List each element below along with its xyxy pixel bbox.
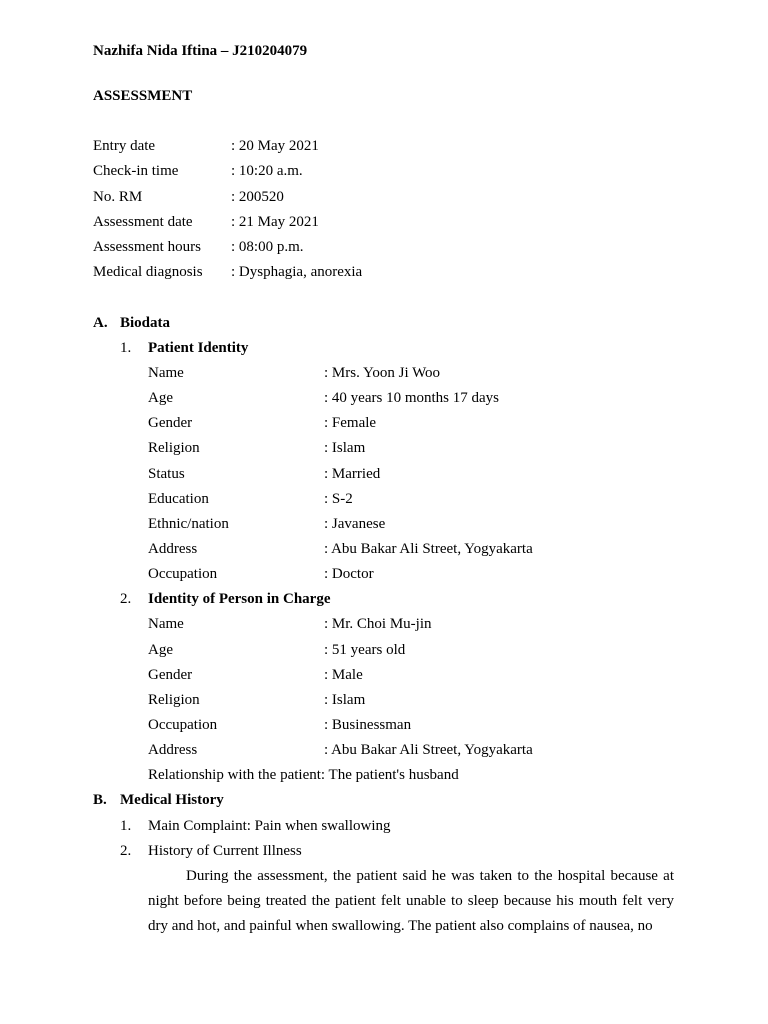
pic-religion-label: Religion — [148, 692, 200, 708]
patient-status-label: Status — [148, 466, 185, 482]
patient-identity-title: Patient Identity — [148, 340, 249, 356]
assessment-date-value: : 21 May 2021 — [231, 214, 319, 230]
current-illness-heading: History of Current Illness — [148, 843, 302, 859]
pic-occupation-label: Occupation — [148, 717, 218, 733]
patient-age-value: : 40 years 10 months 17 days — [324, 390, 499, 406]
pic-occupation-value: : Businessman — [324, 717, 412, 733]
patient-religion-label: Religion — [148, 440, 200, 456]
patient-occupation-value: : Doctor — [324, 566, 374, 582]
pic-gender-value: : Male — [324, 667, 363, 683]
assessment-hours-label: Assessment hours — [93, 239, 201, 255]
document-title: ASSESSMENT — [93, 88, 193, 104]
pic-relationship: Relationship with the patient: The patient's husband — [148, 767, 459, 783]
current-illness-number: 2. — [120, 843, 132, 859]
check-in-time-label: Check-in time — [93, 163, 179, 179]
pic-gender-label: Gender — [148, 667, 193, 683]
patient-name-value: : Mrs. Yoon Ji Woo — [324, 365, 441, 381]
pic-age-label: Age — [148, 642, 173, 658]
author-line: Nazhifa Nida Iftina – J210204079 — [93, 43, 308, 59]
rm-number-value: : 200520 — [231, 189, 284, 205]
check-in-time-value: : 10:20 a.m. — [231, 163, 303, 179]
rm-number-label: No. RM — [93, 189, 143, 205]
patient-status-value: : Married — [324, 466, 381, 482]
medical-diagnosis-label: Medical diagnosis — [93, 264, 203, 280]
pic-name-label: Name — [148, 616, 184, 632]
medical-diagnosis-value: : Dysphagia, anorexia — [231, 264, 363, 280]
entry-date-value: : 20 May 2021 — [231, 138, 319, 154]
section-b-title: Medical History — [120, 792, 224, 808]
patient-gender-value: : Female — [324, 415, 377, 431]
patient-address-value: : Abu Bakar Ali Street, Yogyakarta — [324, 541, 533, 557]
pic-age-value: : 51 years old — [324, 642, 406, 658]
patient-identity-number: 1. — [120, 340, 132, 356]
section-a-letter: A. — [93, 315, 108, 331]
person-in-charge-title: Identity of Person in Charge — [148, 591, 331, 607]
entry-date-label: Entry date — [93, 138, 156, 154]
current-illness-paragraph: During the assessment, the patient said he was taken to the hospital because at night before being treated the patient felt unable to sleep because his mouth felt very dry and hot, and painful when swallowing. The patient also complains of nausea, no — [148, 868, 674, 935]
main-complaint-number: 1. — [120, 818, 132, 834]
patient-religion-value: : Islam — [324, 440, 366, 456]
pic-name-value: : Mr. Choi Mu-jin — [324, 616, 432, 632]
pic-religion-value: : Islam — [324, 692, 366, 708]
person-in-charge-number: 2. — [120, 591, 132, 607]
patient-gender-label: Gender — [148, 415, 193, 431]
assessment-date-label: Assessment date — [93, 214, 193, 230]
patient-address-label: Address — [148, 541, 198, 557]
main-complaint-text: Main Complaint: Pain when swallowing — [148, 818, 391, 834]
patient-name-label: Name — [148, 365, 184, 381]
pic-address-value: : Abu Bakar Ali Street, Yogyakarta — [324, 742, 533, 758]
pic-address-label: Address — [148, 742, 198, 758]
patient-education-label: Education — [148, 491, 209, 507]
patient-ethnic-value: : Javanese — [324, 516, 386, 532]
patient-age-label: Age — [148, 390, 173, 406]
section-a-title: Biodata — [120, 315, 171, 331]
patient-occupation-label: Occupation — [148, 566, 218, 582]
patient-ethnic-label: Ethnic/nation — [148, 516, 229, 532]
assessment-hours-value: : 08:00 p.m. — [231, 239, 304, 255]
patient-education-value: : S-2 — [324, 491, 353, 507]
section-b-letter: B. — [93, 792, 107, 808]
